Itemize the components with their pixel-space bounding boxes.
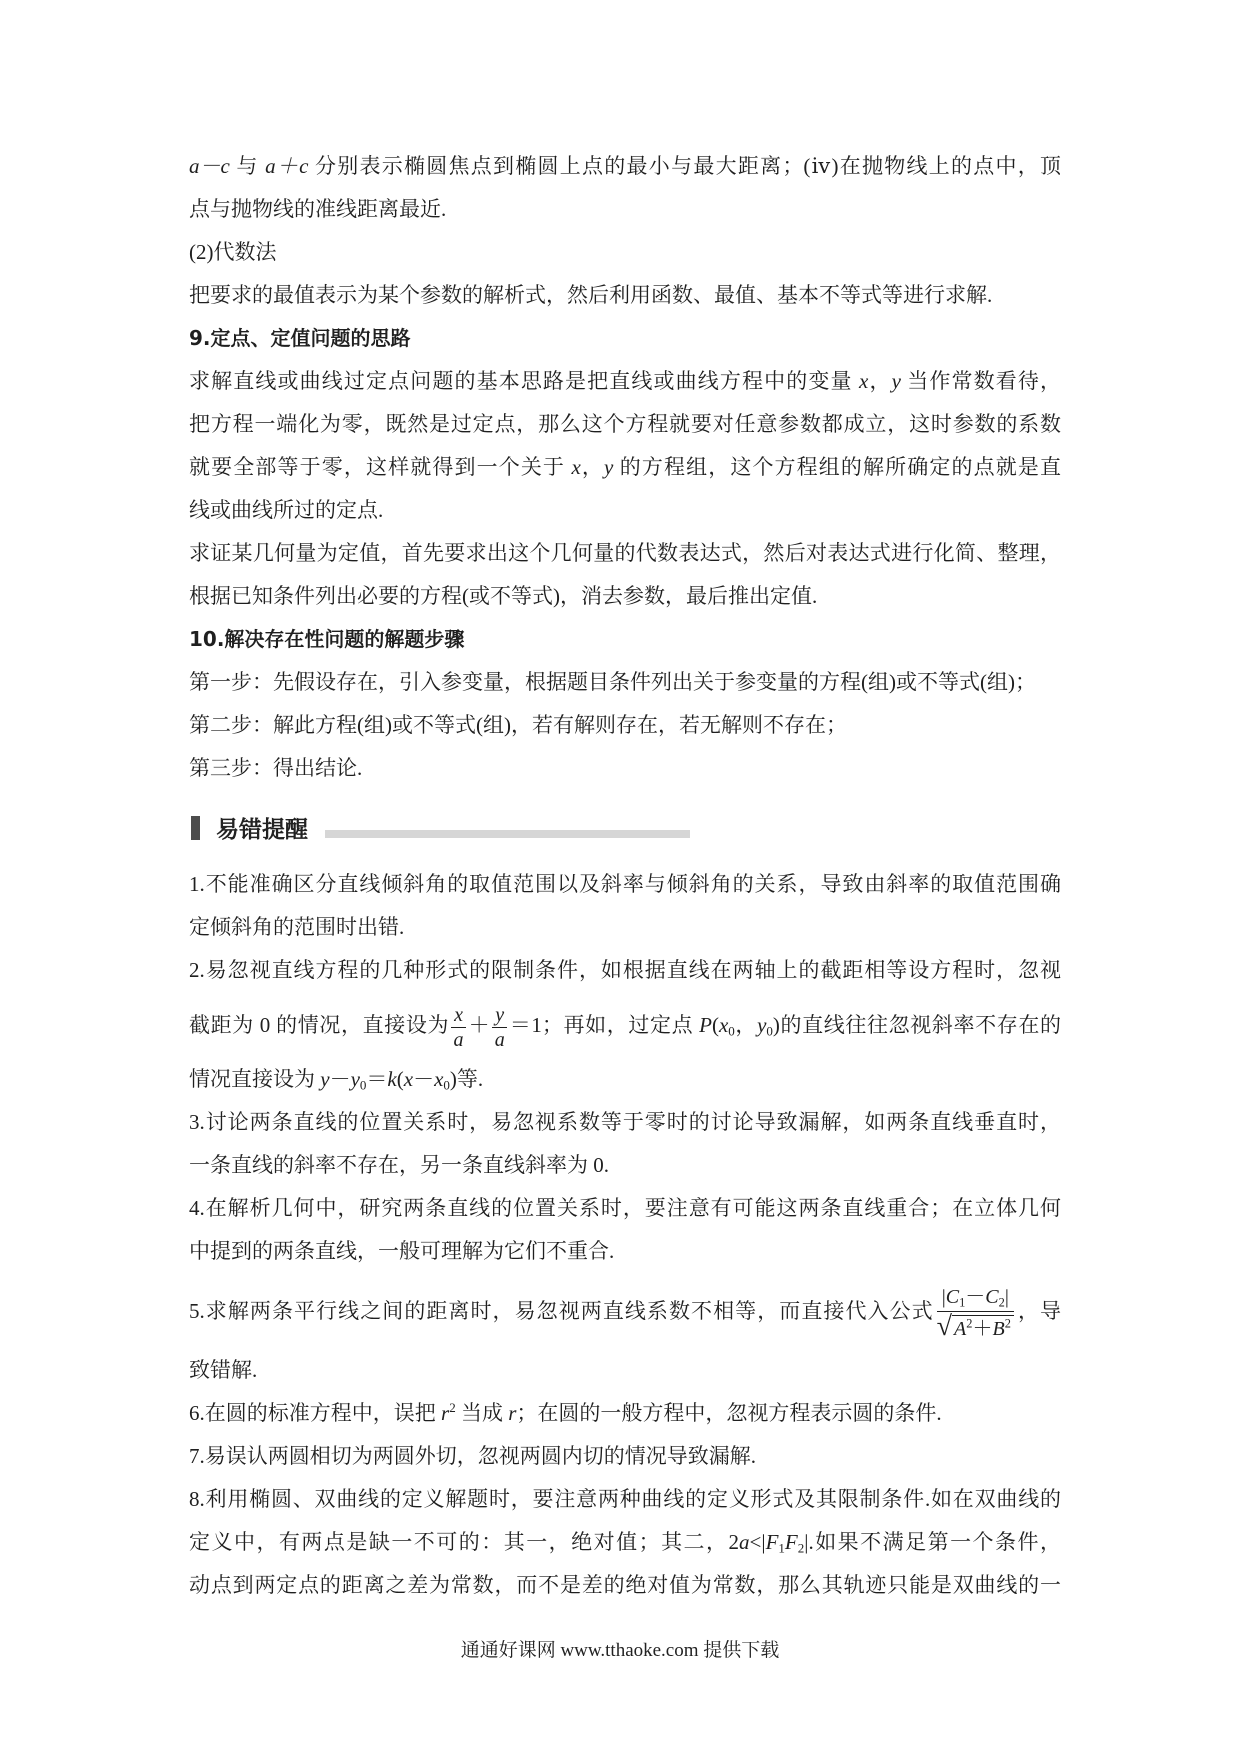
math-subscript: 0 [359, 1077, 367, 1093]
math-variable: k [387, 1067, 397, 1091]
text-line: 把方程一端化为零，既然是过定点，那么这个方程就要对任意参数都成立，这时参数的系数 [189, 412, 1061, 436]
text-run: ， [734, 1013, 758, 1037]
text-run: |.如果不满足第一个条件， [804, 1530, 1061, 1554]
text-run: )的直线往往忽视斜率不存在的 [772, 1013, 1062, 1037]
math-variable: a [739, 1530, 750, 1554]
text-line: 线或曲线所过的定点. [189, 498, 384, 522]
math-variable: C [985, 1286, 999, 1309]
page-footer: 通通好课网 www.tthaoke.com 提供下载 [460, 1640, 780, 1661]
pitfall-item-line: 定倾斜角的范围时出错. [189, 915, 405, 939]
math-variable: B [992, 1318, 1005, 1341]
text-run: 就要全部等于零，这样就得到一个关于 [189, 455, 572, 479]
pitfall-item-line: 致错解. [189, 1358, 258, 1382]
math-expression: a－c [189, 154, 230, 178]
text-run: 求解直线或曲线过定点问题的基本思路是把直线或曲线方程中的变量 [189, 369, 860, 393]
text-run: 当成 [455, 1401, 509, 1425]
text-run: ， [580, 455, 605, 479]
math-variable: y [320, 1067, 330, 1091]
math-variable: x [434, 1067, 444, 1091]
pitfall-list [189, 863, 1061, 1607]
math-subscript: 1 [959, 1295, 966, 1310]
math-subscript: 0 [766, 1023, 773, 1039]
pitfall-item-line: 中提到的两条直线，一般可理解为它们不重合. [189, 1239, 615, 1263]
text-run: ( [396, 1067, 404, 1091]
line-distance-formula [937, 1285, 1014, 1341]
math-subscript: 0 [443, 1077, 450, 1093]
math-expression: a＋c [265, 154, 309, 178]
text-run: )等. [449, 1067, 484, 1091]
math-superscript: 2 [1004, 1316, 1011, 1331]
math-variable: x [403, 1067, 414, 1091]
math-variable: r [508, 1401, 517, 1425]
pitfall-item-line: 4.在解析几何中，研究两条直线的位置关系时，要注意有可能这两条直线重合；在立体几何 [189, 1196, 1061, 1220]
fraction-y-over-a [492, 1004, 507, 1051]
pitfall-item-line: 3.讨论两条直线的位置关系时，易忽视系数等于零时的讨论导致漏解，如两条直线垂直时， [189, 1110, 1061, 1134]
text-line: 把要求的最值表示为某个参数的解析式，然后利用函数、最值、基本不等式等进行求解. [189, 283, 993, 307]
math-superscript: 2 [966, 1316, 973, 1331]
step-line: 第一步：先假设存在，引入参变量，根据题目条件列出关于参变量的方程(组)或不等式(组)； [189, 670, 1036, 694]
abs-bar: | [1004, 1286, 1009, 1309]
math-variable: P [699, 1013, 712, 1037]
step-line: 第三步：得出结论. [189, 756, 363, 780]
math-subscript: 2 [797, 1540, 805, 1556]
math-variable: r [441, 1401, 450, 1425]
math-operator: ＋ [972, 1318, 993, 1341]
pitfall-item-line: 8.利用椭圆、双曲线的定义解题时，要注意两种曲线的定义形式及其限制条件.如在双曲线的 [189, 1487, 1061, 1511]
text-line: 求证某几何量为定值，首先要求出这个几何量的代数表达式，然后对表达式进行化简、整理， [189, 541, 1061, 565]
step-line: 第二步：解此方程(组)或不等式(组)，若有解则存在，若无解则不存在； [189, 713, 847, 737]
formula-denominator [937, 1312, 1014, 1341]
math-operator: － [965, 1286, 986, 1309]
text-line [189, 360, 1061, 403]
square-root-sign: √ [936, 1311, 953, 1343]
pitfall-item-line: 1.不能准确区分直线倾斜角的取值范围以及斜率与倾斜角的关系，导致由斜率的取值范围确 [189, 872, 1061, 896]
section-rule [325, 830, 690, 838]
text-run: 定义中，有两点是缺一不可的：其一，绝对值；其二，2 [189, 1530, 740, 1554]
math-variable: y [604, 455, 614, 479]
math-variable: x [859, 369, 869, 393]
math-variable: F [765, 1530, 779, 1554]
math-variable: y [350, 1067, 360, 1091]
pitfall-item-line [189, 1058, 1061, 1101]
math-variable: y [757, 1013, 767, 1037]
text-line [189, 145, 1061, 188]
math-variable: x [571, 455, 581, 479]
section-heading-10: 10.解决存在性问题的解题步骤 [189, 627, 465, 651]
math-variable: C [945, 1286, 960, 1309]
fraction-denominator: a [453, 1028, 464, 1051]
text-run: 分别表示椭圆焦点到椭圆上点的最小与最大距离；(ⅳ)在抛物线上的点中，顶 [308, 154, 1061, 178]
text-run: 截距为 0 的情况，直接设为 [189, 1013, 450, 1037]
math-operator: <| [749, 1530, 766, 1554]
section-marker-bar [191, 816, 200, 840]
math-operator: ＋ [468, 1013, 491, 1037]
text-line: 根据已知条件列出必要的方程(或不等式)，消去参数，最后推出定值. [189, 584, 818, 608]
text-line: 点与抛物线的准线距离最近. [189, 197, 447, 221]
pitfall-item-line [189, 1273, 1061, 1349]
section-title: 易错提醒 [216, 817, 308, 843]
radicand [952, 1315, 1014, 1341]
text-run: 当作常数看待， [900, 369, 1062, 393]
math-variable: x [718, 1013, 729, 1037]
text-line [189, 446, 1061, 489]
section-header-pitfalls [189, 806, 1061, 849]
fraction-denominator: a [494, 1028, 505, 1051]
math-superscript: 2 [449, 1400, 456, 1416]
subheading-algebraic-method: (2)代数法 [189, 240, 277, 264]
text-run: 5.求解两条平行线之间的距离时，易忽视两直线系数不相等，而直接代入公式 [189, 1299, 934, 1323]
pitfall-item-line: 7.易误认两圆相切为两圆外切，忽视两圆内切的情况导致漏解. [189, 1444, 756, 1468]
text-run: ， [868, 369, 892, 393]
math-subscript: 1 [778, 1540, 785, 1556]
document-body [189, 145, 1061, 1607]
math-subscript: 0 [728, 1023, 735, 1039]
abs-bar: | [941, 1286, 946, 1309]
fraction-numerator: y [492, 1004, 507, 1028]
math-subscript: 2 [998, 1295, 1005, 1310]
text-run: 情况直接设为 [189, 1067, 321, 1091]
math-operator: － [329, 1067, 351, 1091]
fraction-numerator: x [451, 1004, 466, 1028]
math-variable: y [891, 369, 901, 393]
text-run: 6.在圆的标准方程中，误把 [189, 1401, 441, 1425]
pitfall-item-line: 一条直线的斜率不存在，另一条直线斜率为 0. [189, 1153, 609, 1177]
pitfall-item-line [189, 992, 1061, 1058]
text-run: ，导 [1016, 1299, 1062, 1323]
pitfall-item-line [189, 1521, 1061, 1564]
math-operator: － [413, 1067, 435, 1091]
math-variable: A [954, 1318, 967, 1341]
math-variable: F [784, 1530, 798, 1554]
section-heading-9: 9.定点、定值问题的思路 [189, 326, 411, 350]
text-run: ；在圆的一般方程中，忽视方程表示圆的条件. [516, 1401, 942, 1425]
formula-numerator [937, 1285, 1014, 1312]
fraction-x-over-a [451, 1004, 466, 1051]
pitfall-item-line: 2.易忽视直线方程的几种形式的限制条件，如根据直线在两轴上的截距相等设方程时，忽视 [189, 958, 1061, 982]
math-operator: ＝ [366, 1067, 388, 1091]
pitfall-item-line: 动点到两定点的距离之差为常数，而不是差的绝对值为常数，那么其轨迹只能是双曲线的一 [189, 1573, 1061, 1597]
text-run: 的方程组，这个方程组的解所确定的点就是直 [613, 455, 1062, 479]
text-run: 与 [229, 154, 266, 178]
text-run: ＝1；再如，过定点 [509, 1013, 700, 1037]
text-run: ( [711, 1013, 719, 1037]
pitfall-item-line [189, 1392, 1061, 1435]
